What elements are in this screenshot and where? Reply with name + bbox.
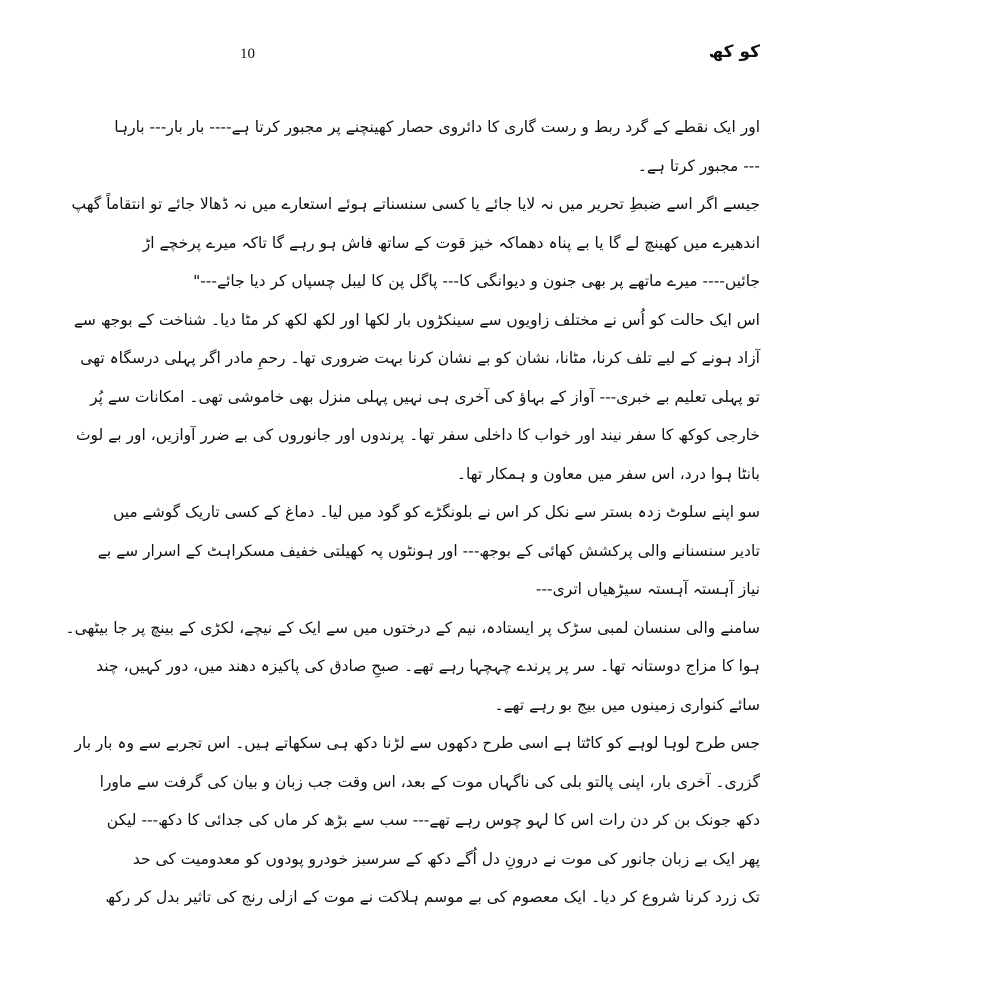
- text-line: اندھیرے میں کھینچ لے گا یا بے پناہ دھماکہ خیز قوت کے ساتھ فاش ہو رہے گا تاکہ میرے پرخچے اڑ: [142, 233, 760, 252]
- text-line: تادیر سنسنانے والی پرکشش کھائی کے بوجھ--- اور ہونٹوں پہ کھیلتی خفیف مسکراہٹ کے اسرار سے بے: [97, 541, 760, 560]
- text-line: سو اپنے سلوٹ زدہ بستر سے نکل کر اس نے بلونگڑے کو گود میں لیا۔ دماغ کے کسی تاریک گوشے میں: [112, 503, 760, 521]
- text-line: جس طرح لوہا لوہے کو کاٹتا ہے اسی طرح دکھوں سے لڑنا دکھ ہی سکھاتے ہیں۔ اس تجربے سے وہ بار بار: [74, 734, 760, 752]
- text-line: دکھ جونک بن کر دن رات اس کا لہو چوس رہے تھے--- سب سے بڑھ کر ماں کی جدائی کا دکھ--- لیکن: [106, 811, 760, 829]
- text-line: نیاز آہستہ آہستہ سیڑھیاں اتری---: [535, 580, 760, 598]
- page-number: 10: [240, 46, 255, 62]
- text-line: سامنے والی سنسان لمبی سڑک پر ایستادہ، نیم کے درختوں میں سے ایک کے نیچے، لکڑی کے بینچ پر جا بیٹھی۔: [65, 618, 760, 637]
- text-line: بانٹا ہوا درد، اس سفر میں معاون و ہمکار تھا۔: [456, 464, 760, 483]
- text-line: آزاد ہونے کے لیے تلف کرنا، مٹانا، نشان کو بے نشان کرنا بہت ضروری تھا۔ رحمِ مادر اگر پہلی درسگاہ تھی: [80, 349, 760, 367]
- text-line: ہوا کا مزاج دوستانہ تھا۔ سر پر پرندے چہچہا رہے تھے۔ صبحِ صادق کی پاکیزہ دھند میں، دور کہیں، چند: [96, 657, 760, 675]
- text-line: اور ایک نقطے کے گرد ربط و رست گاری کا دائروی حصار کھینچنے پر مجبور کرتا ہے---- بار بار--- بارہا: [114, 118, 760, 136]
- text-line: گزری۔ آخری بار، اپنی پالتو بلی کی ناگہاں موت کے بعد، اس وقت جب زبان و بیان کی گرفت سے ماورا: [99, 772, 760, 791]
- text-line: پھر ایک بے زبان جانور کی موت نے درونِ دل اُگے دکھ کے سرسبز خودرو پودوں کو معدومیت کی حد: [132, 849, 760, 868]
- text-line: جیسے اگر اسے ضبطِ تحریر میں نہ لایا جائے یا کسی سنسناتے ہوئے استعارے میں نہ ڈھالا جائے تو انتقاماً گھپ: [71, 195, 760, 213]
- running-header-title: کو کھ: [708, 42, 760, 62]
- text-line: سائے کنواری زمینوں میں بیج بو رہے تھے۔: [494, 695, 760, 714]
- text-line: خارجی کوکھ کا سفر نیند اور خواب کا داخلی سفر تھا۔ پرندوں اور جانوروں کی بے ضرر آوازیں، اور بے لوث: [75, 426, 760, 444]
- text-line: تک زرد کرنا شروع کر دیا۔ ایک معصوم کی بے موسم ہلاکت نے موت کے ازلی رنج کی تاثیر بدل کر رکھ: [105, 888, 760, 906]
- text-line: اس ایک حالت کو اُس نے مختلف زاویوں سے سینکڑوں بار لکھا اور لکھ لکھ کر مٹا دیا۔ شناخت کے بوجھ سے: [73, 310, 760, 329]
- text-line: جائیں---- میرے ماتھے پر بھی جنون و دیوانگی کا--- پاگل پن کا لیبل چسپاں کر دیا جائے---": [193, 272, 760, 290]
- text-line: --- مجبور کرتا ہے۔: [637, 156, 760, 175]
- text-line: تو پہلی تعلیم بے خبری--- آواز کے بہاؤ کی آخری ہی نہیں پہلی منزل بھی خاموشی تھی۔ امکانات سے پُر: [90, 387, 760, 406]
